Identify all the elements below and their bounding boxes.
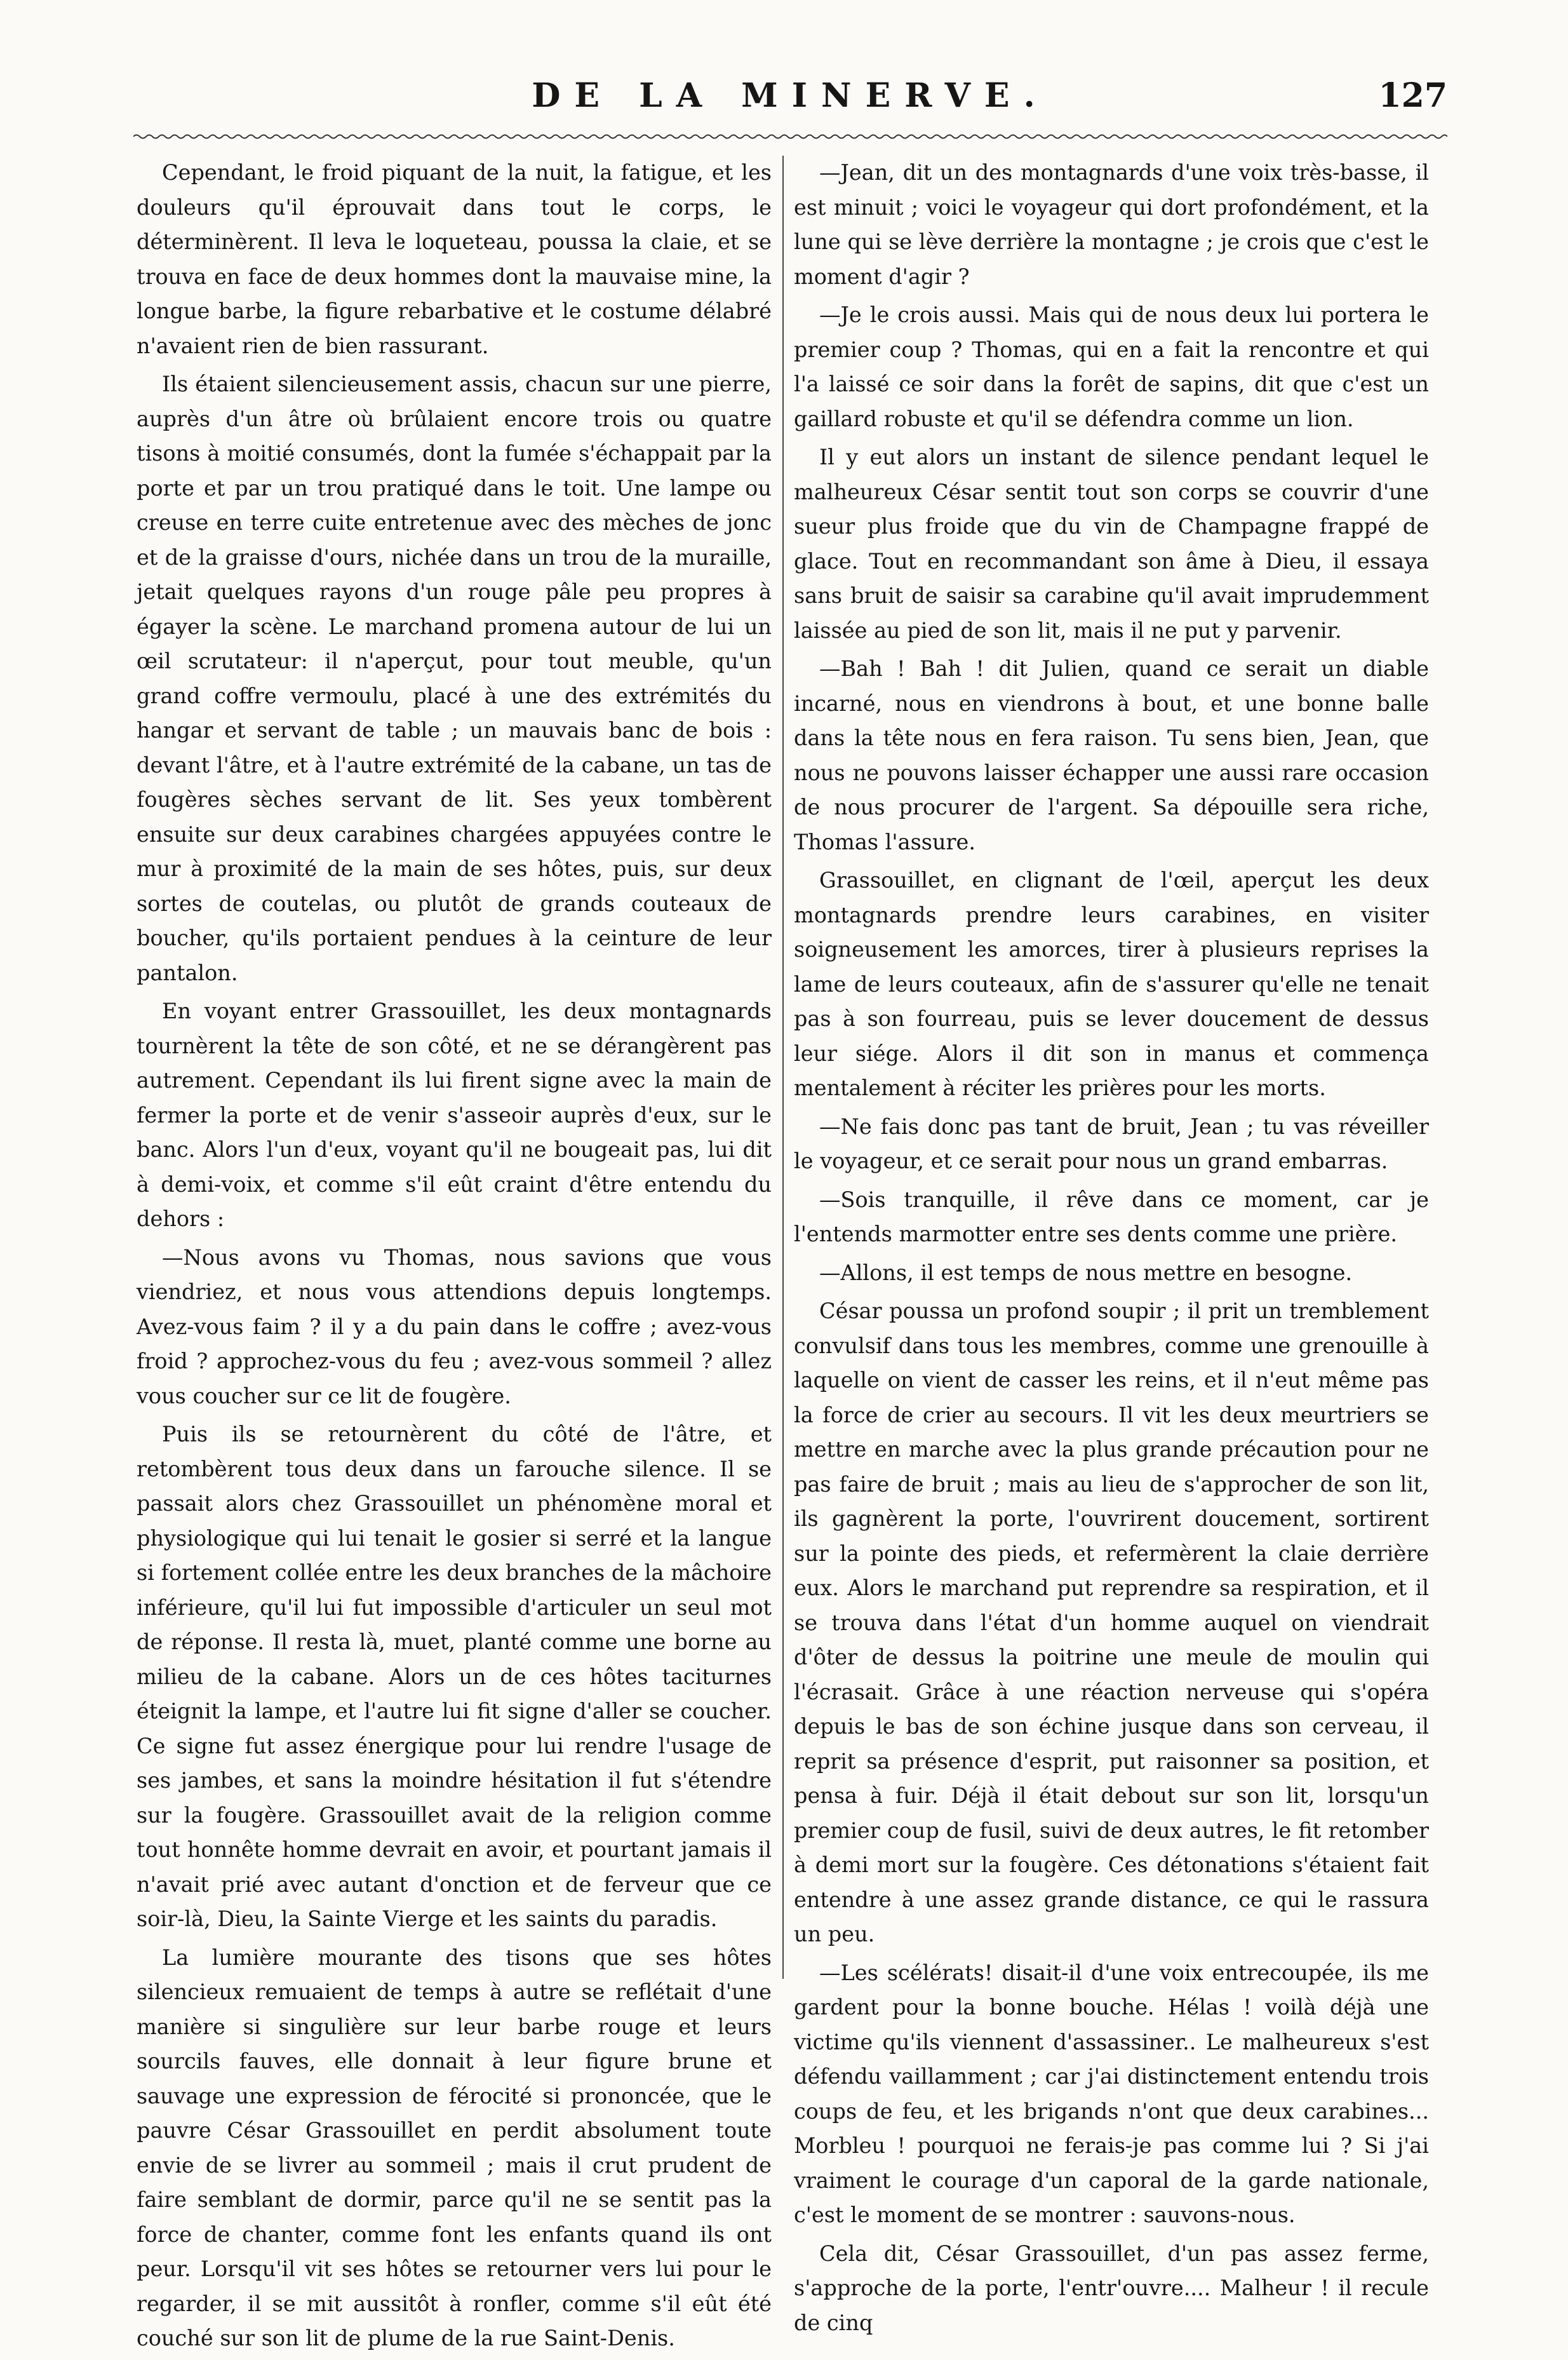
paragraph: —Ne fais donc pas tant de bruit, Jean ; tu vas réveiller le voyageur, et ce serait pour nous un grand embarras. xyxy=(794,1114,1429,1173)
paragraph: En voyant entrer Grassouillet, les deux montagnards tournèrent la tête de son côté, et ne se dérangèrent pas autrement. Cependant ils lui firent signe avec la main de fermer la porte et de venir s'asseoir auprès d'eux, sur le banc. Alors l'un d'eux, voyant qu'il ne bougeait pas, lui dit à demi-voix, et comme s'il eût craint d'être entendu du dehors : xyxy=(137,999,772,1231)
paragraph: —Les scélérats! disait-il d'une voix entrecoupée, ils me gardent pour la bonne bouche. Hélas ! voilà déjà une victime qu'ils viennent d'assassiner.. Le malheureux s'est défendu vaillamment ; car j'ai distinctement entendu trois coups de feu, et les brigands n'ont que deux carabines... Morbleu ! pourquoi ne ferais-je pas comme lui ? Si j'ai vraiment le courage d'un caporal de la garde nationale, c'est le moment de se montrer : sauvons-nous. xyxy=(794,1960,1429,2227)
left-column xyxy=(137,156,772,2360)
page-header xyxy=(133,76,1447,127)
page-number: 127 xyxy=(1378,76,1447,115)
wavy-rule-decoration xyxy=(133,133,1447,140)
paragraph: Grassouillet, en clignant de l'œil, aperçut les deux montagnards prendre leurs carabines, en visiter soigneusement les amorces, tirer à plusieurs reprises la lame de leurs couteaux, afin de s'assurer qu'elle ne tenait pas à son fourreau, puis se lever doucement de dessus leur siége. Alors il dit son in manus et commença mentalement à réciter les prières pour les morts. xyxy=(794,868,1429,1100)
column-divider xyxy=(782,156,784,1979)
paragraph: Il y eut alors un instant de silence pendant lequel le malheureux César sentit tout son corps se couvrir d'une sueur plus froide que du vin de Champagne frappé de glace. Tout en recommandant son âme à Dieu, il essaya sans bruit de saisir sa carabine qu'il avait imprudemment laissée au pied de son lit, mais il ne put y parvenir. xyxy=(794,445,1429,643)
paragraph: —Allons, il est temps de nous mettre en besogne. xyxy=(819,1260,1353,1285)
paragraph: Cependant, le froid piquant de la nuit, la fatigue, et les douleurs qu'il éprouvait dans tout le corps, le déterminèrent. Il leva le loqueteau, poussa la claie, et se trouva en face de deux hommes dont la mauvaise mine, la longue barbe, la figure rebarbative et le costume délabré n'avaient rien de bien rassurant. xyxy=(137,160,772,358)
paragraph: —Jean, dit un des montagnards d'une voix très-basse, il est minuit ; voici le voyageur qui dort profondément, et la lune qui se lève derrière la montagne ; je crois que c'est le moment d'agir ? xyxy=(794,160,1429,289)
paragraph: Ils étaient silencieusement assis, chacun sur une pierre, auprès d'un âtre où brûlaient encore trois ou quatre tisons à moitié consumés, dont la fumée s'échappait par la porte et par un trou pratiqué dans le toit. Une lampe ou creuse en terre cuite entretenue avec des mèches de jonc et de la graisse d'ours, nichée dans un trou de la muraille, jetait quelques rayons d'un rouge pâle peu propres à égayer la scène. Le marchand promena autour de lui un œil scrutateur: il n'aperçut, pour tout meuble, qu'un grand coffre vermoulu, placé à une des extrémités du hangar et servant de table ; un mauvais banc de bois : devant l'âtre, et à l'autre extrémité de la cabane, un tas de fougères sèches servant de lit. Ses yeux tombèrent ensuite sur deux carabines chargées appuyées contre le mur à proximité de la main de ses hôtes, puis, sur deux sortes de coutelas, ou plutôt de grands couteaux de boucher, qu'ils portaient pendues à la ceinture de leur pantalon. xyxy=(137,372,772,985)
paragraph: —Sois tranquille, il rêve dans ce moment, car je l'entends marmotter entre ses dents comme une prière. xyxy=(794,1187,1429,1246)
header-rule xyxy=(133,133,1447,140)
right-column xyxy=(794,156,1429,2344)
paragraph: Puis ils se retournèrent du côté de l'âtre, et retombèrent tous deux dans un farouche silence. Il se passait alors chez Grassouillet un phénomène moral et physiologique qui lui tenait le gosier si serré et la langue si fortement collée entre les deux branches de la mâchoire inférieure, qu'il lui fut impossible d'articuler un seul mot de réponse. Il resta là, muet, planté comme une borne au milieu de la cabane. Alors un de ces hôtes taciturnes éteignit la lampe, et l'autre lui fit signe d'aller se coucher. Ce signe fut assez énergique pour lui rendre l'usage de ses jambes, et sans la moindre hésitation il fut s'étendre sur la fougère. Grassouillet avait de la religion comme tout honnête homme devrait en avoir, et pourtant jamais il n'avait prié avec autant d'onction et de ferveur que ce soir-là, Dieu, la Sainte Vierge et les saints du paradis. xyxy=(137,1422,772,1931)
paragraph: —Nous avons vu Thomas, nous savions que vous viendriez, et nous vous attendions depuis longtemps. Avez-vous faim ? il y a du pain dans le coffre ; avez-vous froid ? approchez-vous du feu ; avez-vous sommeil ? allez vous coucher sur ce lit de fougère. xyxy=(137,1244,772,1408)
paragraph: César poussa un profond soupir ; il prit un tremblement convulsif dans tous les membres, comme une grenouille à laquelle on vient de casser les reins, et il n'eut même pas la force de crier au secours. Il vit les deux meurtriers se mettre en marche avec la plus grande précaution pour ne pas faire de bruit ; mais au lieu de s'approcher de son lit, ils gagnèrent la porte, l'ouvrirent doucement, sortirent sur la pointe des pieds, et refermèrent la claie derrière eux. Alors le marchand put reprendre sa respiration, et il se trouva dans l'état d'un homme auquel on viendrait d'ôter de dessus la poitrine une meule de moulin qui l'écrasait. Grâce à une réaction nerveuse qui s'opéra depuis le bas de son échine jusque dans son cerveau, il reprit sa présence d'esprit, put raisonner sa position, et pensa à fuir. Déjà il était debout sur son lit, lorsqu'un premier coup de fusil, suivi de deux autres, le fit retomber à demi mort sur la fougère. Ces détonations s'étaient fait entendre à une assez grande distance, ce qui le rassura un peu. xyxy=(794,1298,1429,1946)
running-title: DE LA MINERVE. xyxy=(532,76,1049,115)
paragraph: —Bah ! Bah ! dit Julien, quand ce serait un diable incarné, nous en viendrons à bout, et une bonne balle dans la tête nous en fera raison. Tu sens bien, Jean, que nous ne pouvons laisser échapper une aussi rare occasion de nous procurer de l'argent. Sa dépouille sera riche, Thomas l'assure. xyxy=(794,656,1429,854)
paragraph: La lumière mourante des tisons que ses hôtes silencieux remuaient de temps à autre se reflétait d'une manière si singulière sur leur barbe rouge et leurs sourcils fauves, elle donnait à leur figure brune et sauvage une expression de férocité si prononcée, que le pauvre César Grassouillet en perdit absolument toute envie de se livrer au sommeil ; mais il crut prudent de faire semblant de dormir, parce qu'il ne se sentit pas la force de chanter, comme font les enfants quand ils ont peur. Lorsqu'il vit ses hôtes se retourner vers lui pour le regarder, il se mit aussitôt à ronfler, comme s'il eût été couché sur son lit de plume de la rue Saint-Denis. xyxy=(137,1945,772,2350)
paragraph: —Je le crois aussi. Mais qui de nous deux lui portera le premier coup ? Thomas, qui en a fait la rencontre et qui l'a laissé ce soir dans la forêt de sapins, dit que c'est un gaillard robuste et qu'il se défendra comme un lion. xyxy=(794,302,1429,431)
paragraph: Cela dit, César Grassouillet, d'un pas assez ferme, s'approche de la porte, l'entr'ouvre.... Malheur ! il recule de cinq xyxy=(794,2241,1429,2335)
